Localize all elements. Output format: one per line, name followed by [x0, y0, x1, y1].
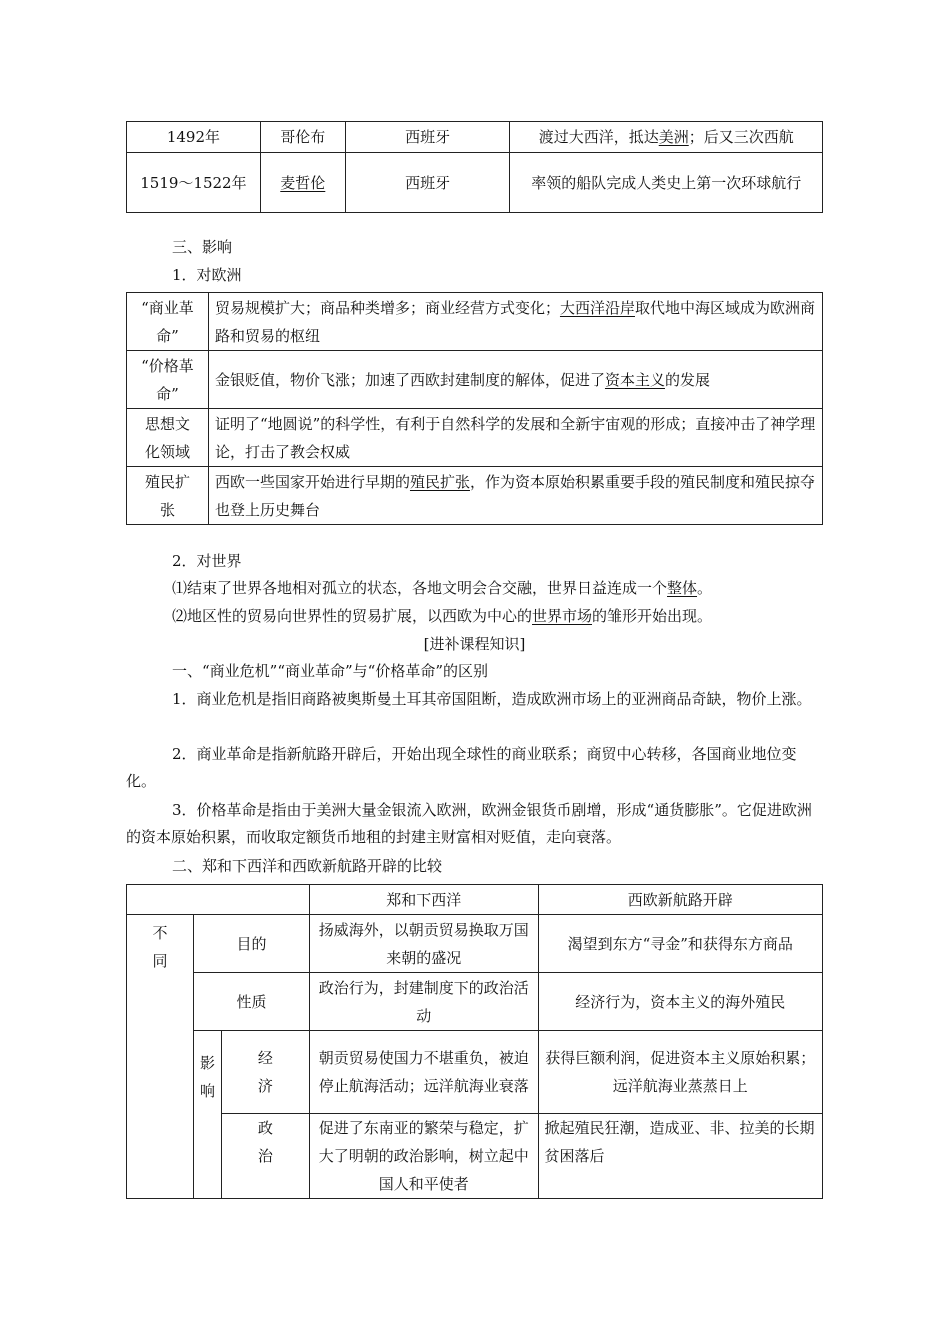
table-row — [127, 1031, 823, 1114]
nature-label: 性质 — [193, 973, 309, 1031]
purpose-west: 渴望到东方“寻金”和获得东方商品 — [538, 915, 823, 973]
year-cell: 1492年 — [127, 122, 261, 153]
row-content: 金银贬值，物价飞涨；加速了西欧封建制度的解体，促进了资本主义的发展 — [208, 351, 822, 409]
voyage-table — [126, 121, 823, 213]
econ-label: 经济 — [221, 1031, 309, 1114]
extra-title: [进补课程知识] — [423, 635, 526, 653]
extra-heading-2: 二、郑和下西洋和西欧新航路开辟的比较 — [172, 857, 443, 875]
table-row — [127, 467, 823, 525]
achievement-cell: 渡过大西洋，抵达美洲；后又三次西航 — [510, 122, 823, 153]
header-zheng: 郑和下西洋 — [309, 885, 538, 915]
diff-label: 不同 — [127, 915, 194, 1199]
table-row — [127, 885, 823, 915]
pol-label: 政治 — [221, 1114, 309, 1199]
table-row — [127, 122, 823, 153]
pol-zheng: 促进了东南亚的繁荣与稳定，扩大了明朝的政治影响，树立起中国人和平使者 — [309, 1114, 538, 1199]
navigator-cell: 麦哲伦 — [260, 153, 345, 213]
row-label: “价格革命” — [127, 351, 209, 409]
section-heading: 三、影响 — [172, 238, 233, 256]
row-content: 证明了“地圆说”的科学性，有利于自然科学的发展和全新宇宙观的形成；直接冲击了神学理论，打击了教会权威 — [208, 409, 822, 467]
world-point-2: ⑵地区性的贸易向世界性的贸易扩展，以西欧为中心的世界市场的雏形开始出现。 — [172, 607, 713, 625]
table-row — [127, 973, 823, 1031]
row-content: 西欧一些国家开始进行早期的殖民扩张，作为资本原始积累重要手段的殖民制度和殖民掠夺也登上历史舞台 — [208, 467, 822, 525]
row-label: 思想文化领域 — [127, 409, 209, 467]
comparison-table — [126, 884, 823, 1199]
econ-west: 获得巨额利润，促进资本主义原始积累；远洋航海业蒸蒸日上 — [538, 1031, 823, 1114]
world-point-1: ⑴结束了世界各地相对孤立的状态，各地文明会合交融，世界日益连成一个整体。 — [172, 579, 713, 597]
row-label: “商业革命” — [127, 293, 209, 351]
paragraph: 2．商业革命是指新航路开辟后，开始出现全球性的商业联系；商贸中心转移，各国商业地位变化。 — [126, 745, 797, 790]
table-row — [127, 153, 823, 213]
econ-zheng: 朝贡贸易使国力不堪重负，被迫停止航海活动；远洋航海业衰落 — [309, 1031, 538, 1114]
table-row — [127, 409, 823, 467]
paragraph: 1．商业危机是指旧商路被奥斯曼土耳其帝国阻断，造成欧洲市场上的亚洲商品奇缺，物价上涨。 — [172, 690, 812, 708]
europe-impact-table — [126, 292, 823, 525]
purpose-zheng: 扬威海外，以朝贡贸易换取万国来朝的盛况 — [309, 915, 538, 973]
nature-zheng: 政治行为，封建制度下的政治活动 — [309, 973, 538, 1031]
header-west: 西欧新航路开辟 — [538, 885, 823, 915]
header-blank — [127, 885, 310, 915]
row-content: 贸易规模扩大；商品种类增多；商业经营方式变化；大西洋沿岸取代地中海区域成为欧洲商路和贸易的枢纽 — [208, 293, 822, 351]
navigator-cell: 哥伦布 — [260, 122, 345, 153]
impact-label: 影响 — [193, 1031, 221, 1199]
table-row — [127, 351, 823, 409]
country-cell: 西班牙 — [345, 122, 510, 153]
row-label: 殖民扩张 — [127, 467, 209, 525]
table-row — [127, 1114, 823, 1199]
extra-heading-1: 一、“商业危机”“商业革命”与“价格革命”的区别 — [172, 662, 489, 680]
pol-west: 掀起殖民狂潮，造成亚、非、拉美的长期贫困落后 — [538, 1114, 823, 1199]
achievement-cell: 率领的船队完成人类史上第一次环球航行 — [510, 153, 823, 213]
country-cell: 西班牙 — [345, 153, 510, 213]
purpose-label: 目的 — [193, 915, 309, 973]
subheading-world: 2．对世界 — [172, 552, 242, 570]
subheading-europe: 1．对欧洲 — [172, 266, 242, 284]
table-row — [127, 293, 823, 351]
nature-west: 经济行为，资本主义的海外殖民 — [538, 973, 823, 1031]
paragraph: 3．价格革命是指由于美洲大量金银流入欧洲，欧洲金银货币剧增，形成“通货膨胀”。它促进欧洲的资本原始积累，而收取定额货币地租的封建主财富相对贬值，走向衰落。 — [126, 801, 812, 846]
table-row — [127, 915, 823, 973]
year-cell: 1519～1522年 — [127, 153, 261, 213]
